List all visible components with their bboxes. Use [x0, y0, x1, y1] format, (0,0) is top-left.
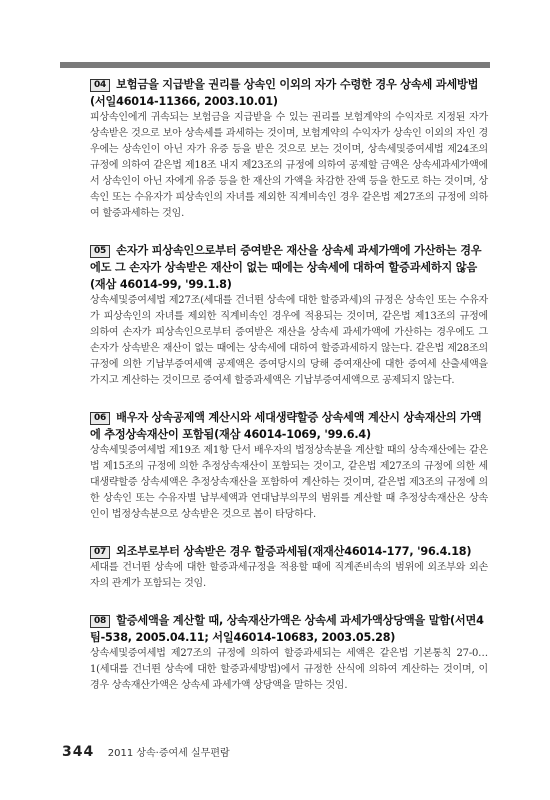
page-content	[90, 76, 488, 714]
ruling-body: 상속세및증여세법 제27조(세대를 건너뛴 상속에 대한 할증과세)의 규정은 상속인 또는 수유자가 피상속인의 자녀를 제외한 직계비속인 경우에 적용되는 것이며, 같은법 제13조의 규정에 의하여 손자가 피상속인으로부터 증여받은 재산을 상속세 과세가액에 가산하는 경우에도 그 손자가 상속받은 재산이 없는 때에는 상속세에 대하여 할증과세하지 않는다. 같은법 제28조의 규정에 의한 기납부증여세액 공제액은 증여당시의 당해 증여재산에 대한 증여세 산출세액을 가지고 계산하는 것이므로 증여세 할증과세액은 기납부증여세액으로 공제되지 않는다.	[90, 295, 488, 386]
ruling-title: 할증세액을 계산할 때, 상속재산가액은 상속세 과세가액상당액을 말함(서면4팀-538, 2005.04.11; 서일46014-10683, 2003.05.28)	[90, 614, 484, 644]
ruling-heading	[90, 242, 488, 293]
ruling-04	[90, 76, 488, 222]
ruling-number-badge: 06	[90, 412, 110, 425]
ruling-body: 상속세및증여세법 제19조 제1항 단서 배우자의 법정상속분을 계산할 때의 상속재산에는 같은법 제15조의 규정에 의한 추정상속재산이 포함되는 것이고, 같은법 제27조의 규정에 의한 세대생략할증 상속세액은 추정상속재산을 포함하여 계산하는 것이며, 같은법 제3조의 규정에 의한 상속인 또는 수유자별 납부세액과 연대납부의무의 범위를 계산할 때 추정상속재산은 상속인이 법정상속분으로 상속받은 것으로 봄이 타당하다.	[90, 445, 488, 520]
ruling-heading	[90, 409, 488, 443]
ruling-number-badge: 05	[90, 245, 110, 258]
ruling-05	[90, 242, 488, 389]
page-footer	[62, 744, 492, 760]
ruling-heading	[90, 543, 488, 560]
book-title: 2011 상속·증여세 실무편람	[107, 748, 230, 759]
ruling-08	[90, 612, 488, 694]
ruling-number-badge: 07	[90, 546, 110, 559]
ruling-title: 외조부로부터 상속받은 경우 할증과세됨(재재산46014-177, '96.4.18)	[116, 545, 472, 558]
ruling-heading	[90, 612, 488, 646]
page-number: 344	[62, 744, 95, 760]
ruling-06	[90, 409, 488, 523]
ruling-heading	[90, 76, 488, 110]
ruling-body: 피상속인에게 귀속되는 보험금을 지급받을 수 있는 권리를 보험계약의 수익자로 지정된 자가 상속받은 것으로 보아 상속세를 과세하는 것이며, 보험계약의 수익자가 상속인 이외의 자인 경우에는 상속인이 아닌 자가 유증 등을 받은 것으로 보는 것이며, 상속세및증여세법 제24조의 규정에 의하여 같은법 제18조 내지 제23조의 규정에 의하여 공제할 금액은 상속세과세가액에서 상속인이 아닌 자에게 유증 등을 한 재산의 가액을 차감한 잔액 등을 한도로 하는 것이며, 상속인 또는 수유자가 피상속인의 자녀를 제외한 직계비속인 경우 같은법 제27조의 규정에 의하여 할증과세하는 것임.	[90, 112, 488, 219]
ruling-number-badge: 08	[90, 615, 110, 628]
ruling-title: 손자가 피상속인으로부터 증여받은 재산을 상속세 과세가액에 가산하는 경우에도 그 손자가 상속받은 재산이 없는 때에는 상속세에 대하여 할증과세하지 않음 (재삼 46014-99, '99.1.8)	[90, 244, 482, 291]
header-rule	[60, 62, 490, 68]
ruling-number-badge: 04	[90, 79, 110, 92]
ruling-body: 세대를 건너뛴 상속에 대한 할증과세규정을 적용할 때에 직계존비속의 범위에 외조부와 외손자의 관계가 포함되는 것임.	[90, 562, 488, 589]
ruling-title: 보험금을 지급받을 권리를 상속인 이외의 자가 수령한 경우 상속세 과세방법 (서일46014-11366, 2003.10.01)	[90, 78, 479, 108]
ruling-07	[90, 543, 488, 592]
ruling-body: 상속세및증여세법 제27조의 규정에 의하여 할증과세되는 세액은 같은법 기본통칙 27-0…1(세대를 건너뛴 상속에 대한 할증과세방법)에서 규정한 산식에 의하여 계산하는 것이며, 이 경우 상속재산가액은 상속세 과세가액 상당액을 말하는 것임.	[90, 648, 488, 691]
ruling-title: 배우자 상속공제액 계산시와 세대생략할증 상속세액 계산시 상속재산의 가액에 추정상속재산이 포함됨(재삼 46014-1069, '99.6.4)	[90, 411, 482, 441]
